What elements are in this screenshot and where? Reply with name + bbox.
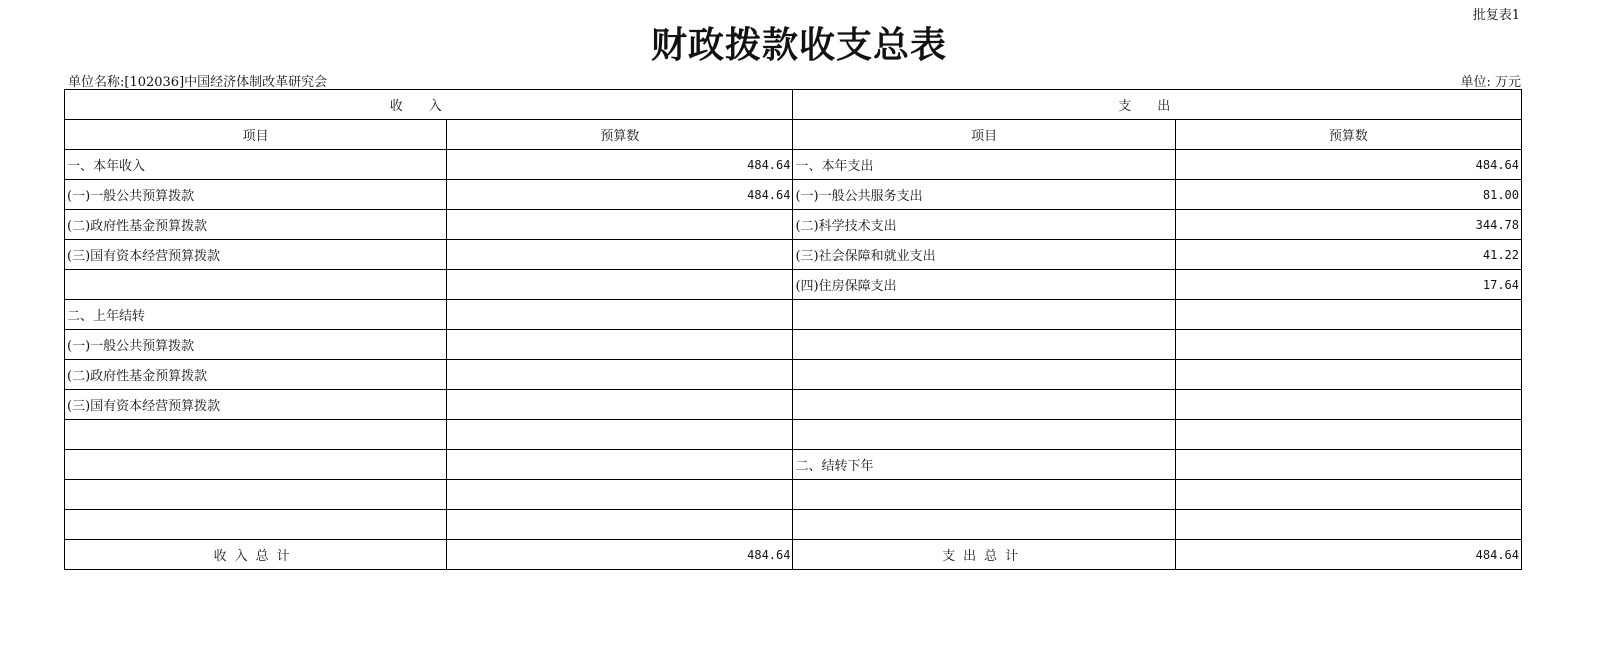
- expense-item-cell: [793, 480, 1175, 510]
- income-item-cell: (三)国有资本经营预算拨款: [65, 390, 447, 420]
- income-value-cell: [447, 450, 793, 480]
- table-row: [65, 210, 1522, 240]
- expense-item-cell: [793, 360, 1175, 390]
- income-item-cell: (一)一般公共预算拨款: [65, 180, 447, 210]
- income-item-cell: [65, 270, 447, 300]
- expense-value-cell: [1175, 330, 1521, 360]
- page-title: 财政拨款收支总表: [650, 24, 947, 66]
- income-item-cell: [65, 420, 447, 450]
- income-item-cell: [65, 450, 447, 480]
- expense-value-cell: [1175, 300, 1521, 330]
- expense-value-cell: [1175, 390, 1521, 420]
- expense-item-cell: 一、本年支出: [793, 150, 1175, 180]
- income-value-cell: [447, 240, 793, 270]
- section-header-row: [65, 90, 1522, 120]
- income-item-header: 项目: [65, 120, 447, 150]
- table-row: [65, 390, 1522, 420]
- expense-item-cell: [793, 390, 1175, 420]
- table-row: [65, 360, 1522, 390]
- income-header: 收入: [65, 90, 793, 120]
- expense-total-value: 484.64: [1175, 540, 1521, 570]
- expense-value-cell: 484.64: [1175, 150, 1521, 180]
- table-row: [65, 300, 1522, 330]
- expense-total-label: 支出总计: [793, 540, 1175, 570]
- table-row: [65, 270, 1522, 300]
- table-row: [65, 420, 1522, 450]
- expense-value-cell: 17.64: [1175, 270, 1521, 300]
- income-value-cell: 484.64: [447, 180, 793, 210]
- income-value-cell: [447, 360, 793, 390]
- income-item-cell: (三)国有资本经营预算拨款: [65, 240, 447, 270]
- expense-value-cell: [1175, 420, 1521, 450]
- income-value-cell: [447, 510, 793, 540]
- expense-value-cell: [1175, 450, 1521, 480]
- table-row: [65, 150, 1522, 180]
- income-item-cell: [65, 510, 447, 540]
- table-row: [65, 480, 1522, 510]
- expense-value-cell: [1175, 360, 1521, 390]
- expense-value-cell: [1175, 480, 1521, 510]
- income-value-cell: [447, 390, 793, 420]
- income-value-cell: [447, 330, 793, 360]
- expense-value-cell: 41.22: [1175, 240, 1521, 270]
- expense-header: 支出: [793, 90, 1522, 120]
- expense-budget-header: 预算数: [1175, 120, 1521, 150]
- expense-value-cell: 344.78: [1175, 210, 1521, 240]
- income-item-cell: 二、上年结转: [65, 300, 447, 330]
- table-row: [65, 450, 1522, 480]
- expense-item-cell: (二)科学技术支出: [793, 210, 1175, 240]
- expense-item-cell: [793, 330, 1175, 360]
- expense-item-cell: [793, 420, 1175, 450]
- expense-item-cell: (三)社会保障和就业支出: [793, 240, 1175, 270]
- expense-item-header: 项目: [793, 120, 1175, 150]
- income-value-cell: [447, 300, 793, 330]
- expense-item-cell: (四)住房保障支出: [793, 270, 1175, 300]
- currency-unit: 单位: 万元: [1460, 75, 1521, 90]
- income-item-cell: (二)政府性基金预算拨款: [65, 210, 447, 240]
- expense-item-cell: [793, 300, 1175, 330]
- column-header-row: [65, 120, 1522, 150]
- income-item-cell: (一)一般公共预算拨款: [65, 330, 447, 360]
- income-item-cell: (二)政府性基金预算拨款: [65, 360, 447, 390]
- table-row: [65, 240, 1522, 270]
- expense-item-cell: 二、结转下年: [793, 450, 1175, 480]
- budget-summary-table: [64, 89, 1522, 570]
- income-value-cell: [447, 210, 793, 240]
- income-value-cell: 484.64: [447, 150, 793, 180]
- expense-item-cell: [793, 510, 1175, 540]
- expense-item-cell: (一)一般公共服务支出: [793, 180, 1175, 210]
- income-total-label: 收入总计: [65, 540, 447, 570]
- expense-value-cell: [1175, 510, 1521, 540]
- totals-row: [65, 540, 1522, 570]
- expense-value-cell: 81.00: [1175, 180, 1521, 210]
- form-number: 批复表1: [1472, 8, 1520, 23]
- table-row: [65, 510, 1522, 540]
- table-row: [65, 180, 1522, 210]
- unit-name: 单位名称:[102036]中国经济体制改革研究会: [68, 75, 328, 90]
- income-budget-header: 预算数: [447, 120, 793, 150]
- income-item-cell: 一、本年收入: [65, 150, 447, 180]
- income-total-value: 484.64: [447, 540, 793, 570]
- income-item-cell: [65, 480, 447, 510]
- table-row: [65, 330, 1522, 360]
- income-value-cell: [447, 420, 793, 450]
- income-value-cell: [447, 480, 793, 510]
- income-value-cell: [447, 270, 793, 300]
